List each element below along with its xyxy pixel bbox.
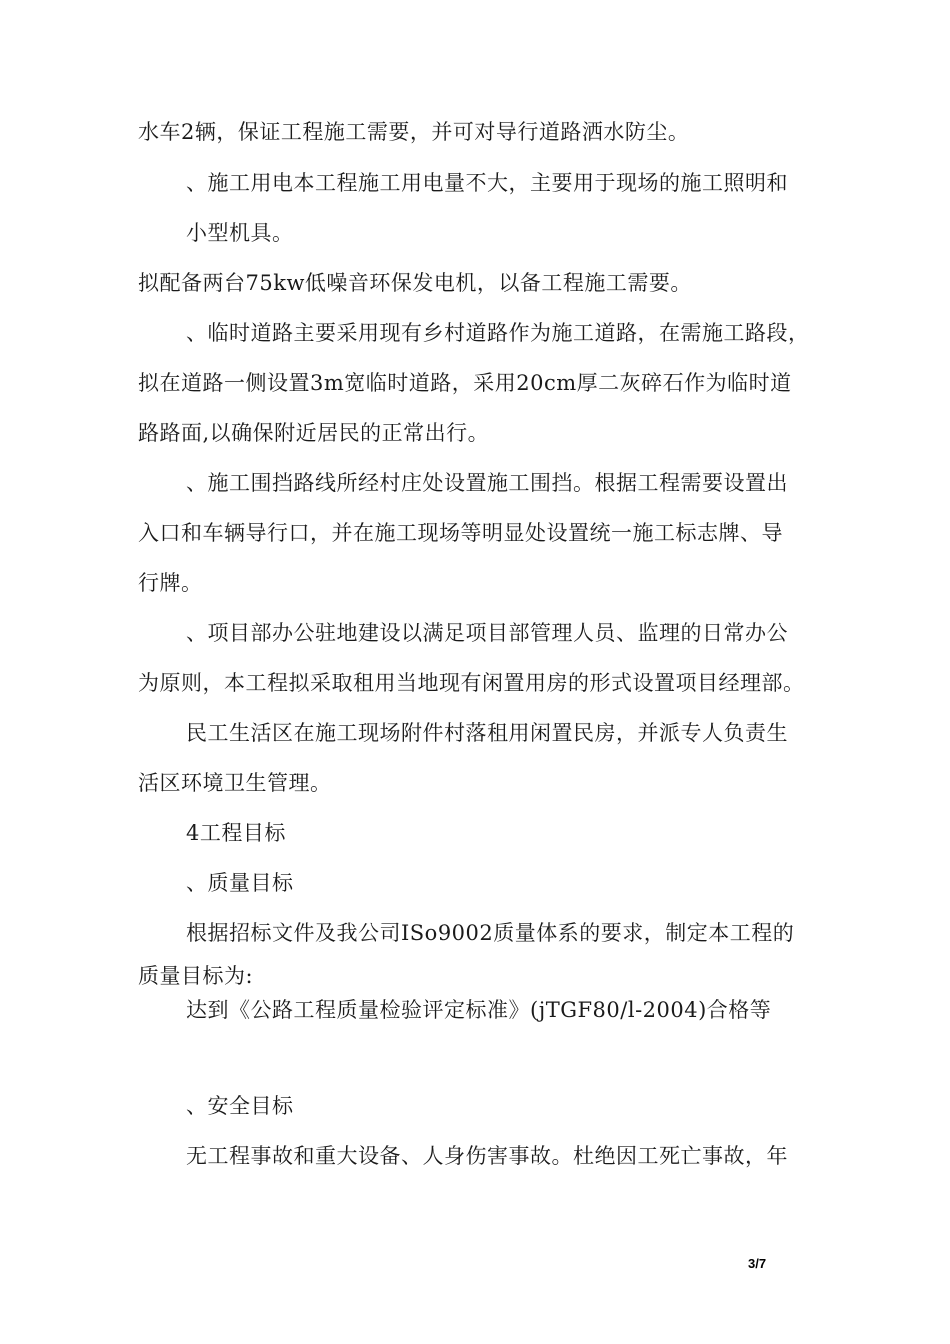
text-line: 、临时道路主要采用现有乡村道路作为施工道路，在需施工路段， — [186, 321, 810, 345]
text-line: 民工生活区在施工现场附件村落租用闲置民房，并派专人负责生 — [186, 721, 788, 745]
page-number: 3/7 — [748, 1256, 767, 1271]
text-line: 拟在道路一侧设置3m宽临时道路，采用20cm厚二灰碎石作为临时道 — [138, 371, 792, 395]
text-line: 质量目标为: — [138, 964, 254, 988]
text-line: 、施工用电本工程施工用电量不大，主要用于现场的施工照明和 — [186, 171, 788, 195]
text-line: 入口和车辆导行口，并在施工现场等明显处设置统一施工标志牌、导 — [138, 521, 783, 545]
text-line: 根据招标文件及我公司ISo9002质量体系的要求，制定本工程的 — [186, 921, 795, 945]
text-line: 活区环境卫生管理。 — [138, 771, 332, 795]
text-line: 、项目部办公驻地建设以满足项目部管理人员、监理的日常办公 — [186, 621, 788, 645]
text-line: 行牌。 — [138, 571, 203, 595]
text-line: 达到《公路工程质量检验评定标准》(jTGF80/l-2004)合格等 — [186, 998, 772, 1022]
subsection-heading: 、质量目标 — [186, 871, 294, 895]
text-line: 小型机具。 — [186, 221, 294, 245]
text-line: 、施工围挡路线所经村庄处设置施工围挡。根据工程需要设置出 — [186, 471, 788, 495]
text-line: 为原则，本工程拟采取租用当地现有闲置用房的形式设置项目经理部。 — [138, 671, 805, 695]
text-line: 路路面,以确保附近居民的正常出行。 — [138, 421, 490, 445]
subsection-heading: 、安全目标 — [186, 1094, 294, 1118]
text-line: 拟配备两台75kw低噪音环保发电机，以备工程施工需要。 — [138, 271, 692, 295]
text-line: 水车2辆，保证工程施工需要，并可对导行道路洒水防尘。 — [138, 120, 690, 144]
section-heading: 4工程目标 — [186, 821, 286, 845]
text-line: 无工程事故和重大设备、人身伤害事故。杜绝因工死亡事故，年 — [186, 1144, 788, 1168]
